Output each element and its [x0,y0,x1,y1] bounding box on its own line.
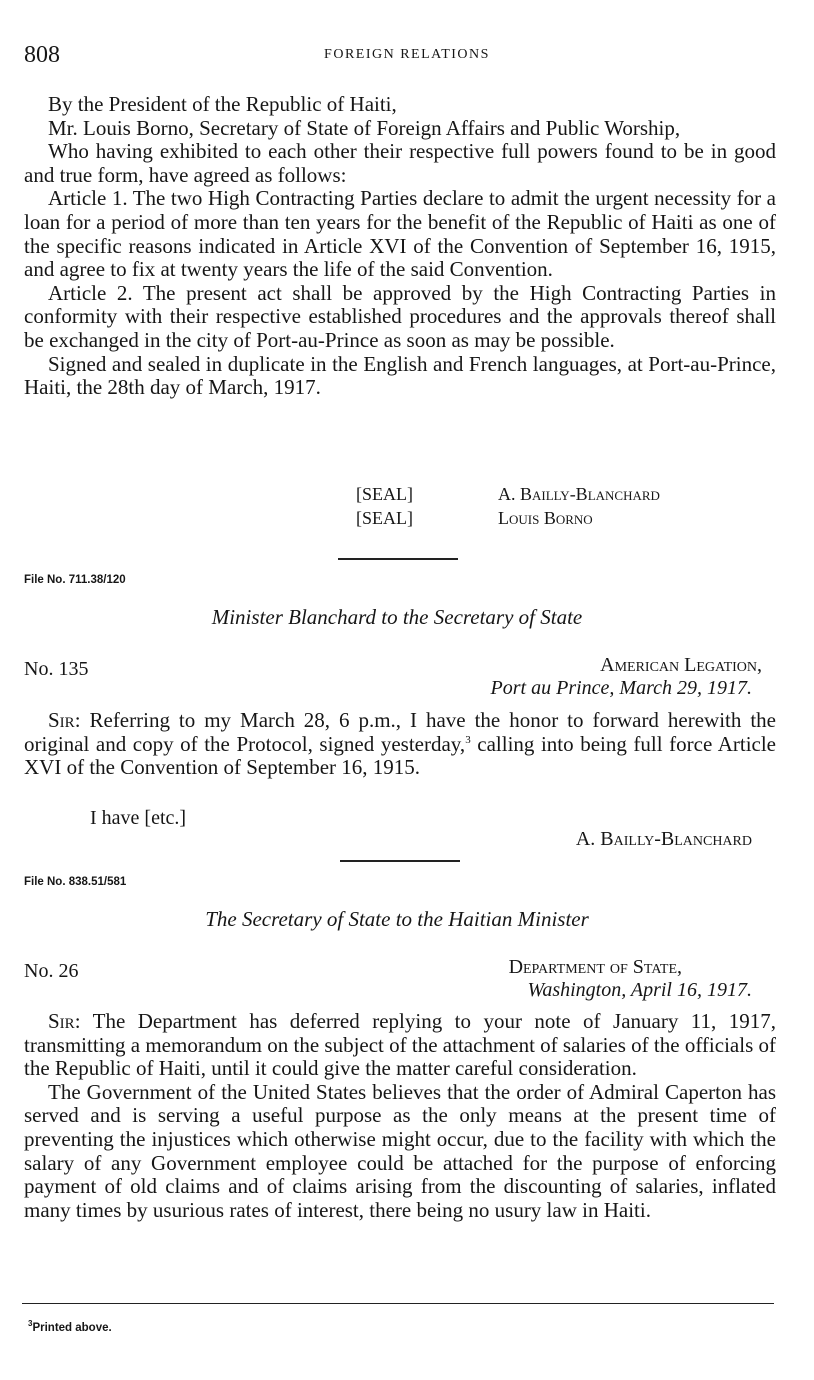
place-label: American Legation, [600,654,762,676]
place-date: Port au Prince, March 29, 1917. [490,677,752,699]
document-number: No. 135 [24,658,89,680]
footnote-mark: 3 [28,1319,33,1329]
document-heading: The Secretary of State to the Haitian Minister [205,907,589,931]
footnote-text: Printed above. [32,1322,112,1334]
protocol-paragraph: Who having exhibited to each other their respective full powers found to be in good and true form, have agreed as follows: [24,139,776,187]
signed-sealed-paragraph: Signed and sealed in duplicate in the English and French languages, at Port-au-Prince, Haiti, the 28th day of March, 1917. [24,351,776,400]
seal-mark: [SEAL] [356,508,413,528]
running-title: FOREIGN RELATIONS [324,47,490,62]
letter-text: calling into being full force Article XVI of the Convention of September 16, 1915. [24,731,777,780]
letter-body [24,1010,776,1222]
seal-mark: [SEAL] [356,484,413,504]
file-number: File No. 838.51/581 [24,876,127,888]
article-1-paragraph: Article 1. The two High Contracting Parties declare to admit the urgent necessity for a loan for a period of more than ten years for the benefit of the Republic of Haiti as one of the specific reasons indicated in Article XVI of the Convention of September 16, 1915, and agree to fix at twenty years the life of the said Convention. [24,186,776,282]
protocol-text [24,93,776,400]
document-number: No. 26 [24,960,79,982]
signer-name: Louis Borno [498,508,593,528]
page-number: 808 [24,42,60,68]
document-heading: Minister Blanchard to the Secretary of State [211,605,583,629]
letter-paragraph [24,1010,776,1081]
footnote [28,1319,112,1334]
letter-text: : The Department has deferred replying to your note of January 11, 1917, transmitting a memorandum on the subject of the attachment of salaries of the officials of the Republic of Haiti, until it could give the matter careful consideration. [24,1009,776,1081]
letter-text: : Referring to my March 28, 6 p.m., I have the honor to forward herewith the original and copy of the Protocol, signed yesterday, [24,708,776,756]
footnote-reference: 3 [465,733,471,746]
place-date: Washington, April 16, 1917. [527,979,752,1001]
salutation: Sir [48,708,75,732]
section-divider [338,558,458,560]
article-2-paragraph: Article 2. The present act shall be approved by the High Contracting Parties in conformity with their respective established procedures and the approvals thereof shall be exchanged in the city of Port-au-Prince as soon as may be possible. [24,280,776,352]
section-divider [340,860,460,862]
file-number: File No. 711.38/120 [24,574,126,586]
letter-paragraph: The Government of the United States believes that the order of Admiral Caperton has served and is serving a useful purpose as the only means at the present time of preventing the injustices which otherwise might occur, due to the facility with which the salary of any Government employee could be attached for the purpose of enforcing payment of old claims and of claims arising from the discounting of salaries, inflated many times by usurious rates of interest, there being no usury law in Haiti. [24,1079,776,1222]
letter-body [24,709,776,780]
signer-name: A. Bailly-Blanchard [498,484,660,504]
place-label: Department of State, [508,956,682,978]
salutation: Sir [48,1009,75,1033]
footnote-divider [22,1303,774,1304]
protocol-paragraph: By the President of the Republic of Haiti, [48,92,397,116]
signature: A. Bailly-Blanchard [575,828,752,850]
protocol-paragraph: Mr. Louis Borno, Secretary of State of Foreign Affairs and Public Worship, [48,115,681,140]
closing: I have [etc.] [90,807,187,829]
